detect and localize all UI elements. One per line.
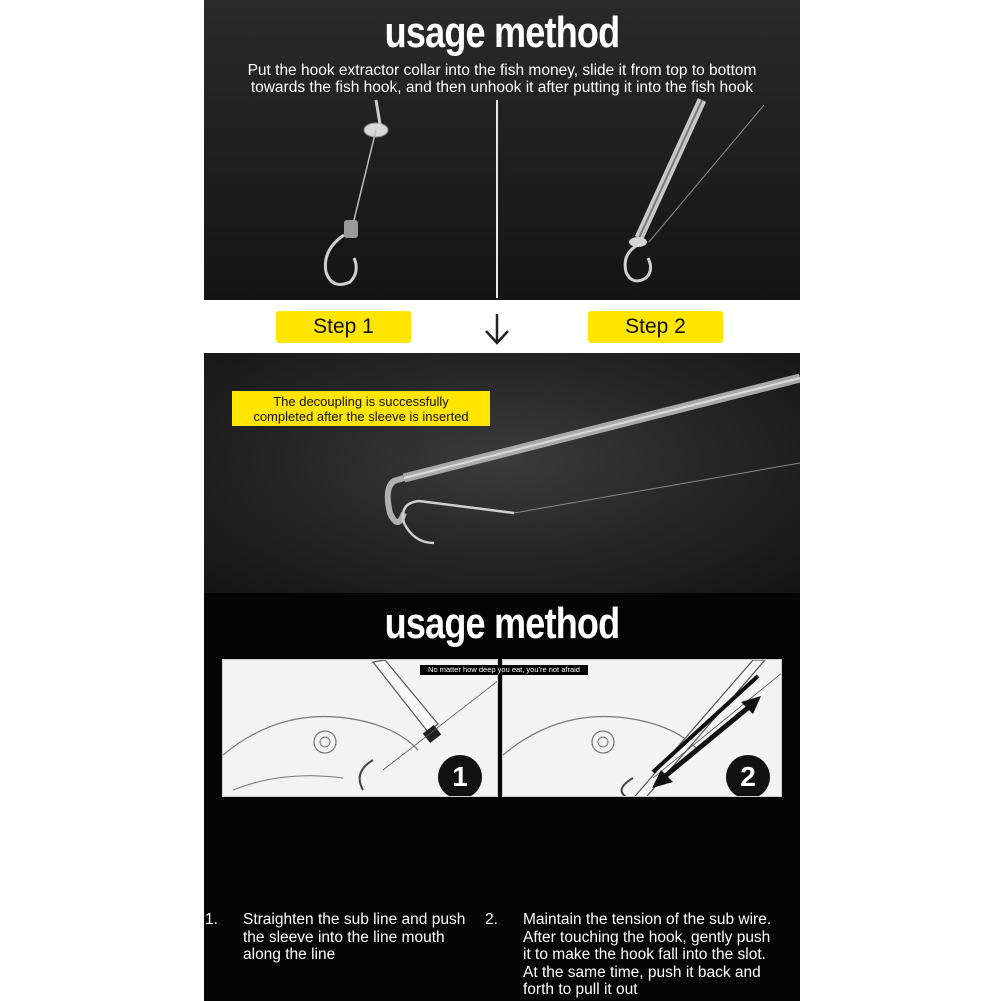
- illustration-step2: [502, 659, 782, 797]
- badge-2-text: 2: [740, 761, 756, 792]
- collar-right: [629, 237, 647, 247]
- instruction-2-number: 2.: [485, 911, 498, 928]
- instruction-2-line-2: After touching the hook, gently push: [523, 928, 771, 946]
- note-line-2: completed after the sleeve is inserted: [253, 409, 469, 424]
- subtitle-line-2: towards the fish hook, and then unhook it after putting it into the fish hook: [250, 79, 754, 96]
- hook-shank: [403, 501, 514, 543]
- tube-end: [388, 478, 404, 522]
- note-line-1: The decoupling is successfully: [273, 394, 449, 409]
- subtitle-line-1: Put the hook extractor collar into the fish money, slide it from top to bottom: [247, 62, 757, 79]
- usage-diagram-panel: [204, 593, 800, 1001]
- step-row: [204, 300, 800, 353]
- instruction-2: [485, 911, 800, 999]
- instruction-1-line-2: the sleeve into the line mouth: [243, 928, 445, 946]
- photo-divider: [496, 100, 498, 298]
- step2-badge: Step 2: [588, 311, 723, 343]
- hook-left: [325, 235, 356, 284]
- down-arrow-icon: [482, 312, 512, 346]
- tube-highlight: [404, 378, 800, 478]
- section2-title: usage method: [384, 599, 620, 648]
- instruction-1-number: 1.: [205, 911, 218, 928]
- illustration-caption: No matter how deep you eat, you're not afraid: [420, 665, 588, 675]
- instruction-1: [205, 911, 494, 964]
- instruction-1-line-3: along the line: [243, 946, 336, 963]
- instruction-2-line-3: it to make the hook fall into the slot.: [523, 946, 766, 963]
- badge-1-icon: [437, 754, 483, 797]
- badge-2-icon: [725, 754, 771, 797]
- sleeve-left: [344, 220, 358, 238]
- instruction-2-line-5: forth to pull it out: [523, 981, 638, 998]
- illustration-step1: [222, 659, 498, 797]
- hook-photos-illustration: [204, 0, 800, 300]
- decoupling-photo-panel: [204, 353, 800, 593]
- sleeve-hook-illustration: [204, 353, 800, 593]
- top-photo-panel: [204, 0, 800, 300]
- rod-right-edge: [639, 100, 702, 238]
- hook-right: [625, 246, 650, 281]
- instruction-2-line-4: At the same time, push it back and: [523, 963, 761, 981]
- instruction-1-line-1: 1. Straighten the sub line and push: [205, 911, 466, 928]
- line-left: [354, 130, 376, 220]
- section1-title: usage method: [384, 8, 620, 57]
- tool-tip-left: [376, 100, 380, 124]
- sub-line: [514, 463, 800, 513]
- step1-badge: Step 1: [276, 311, 411, 343]
- instruction-2-line-1: 2. Maintain the tension of the sub wire.: [485, 911, 772, 928]
- badge-1-text: 1: [452, 761, 468, 792]
